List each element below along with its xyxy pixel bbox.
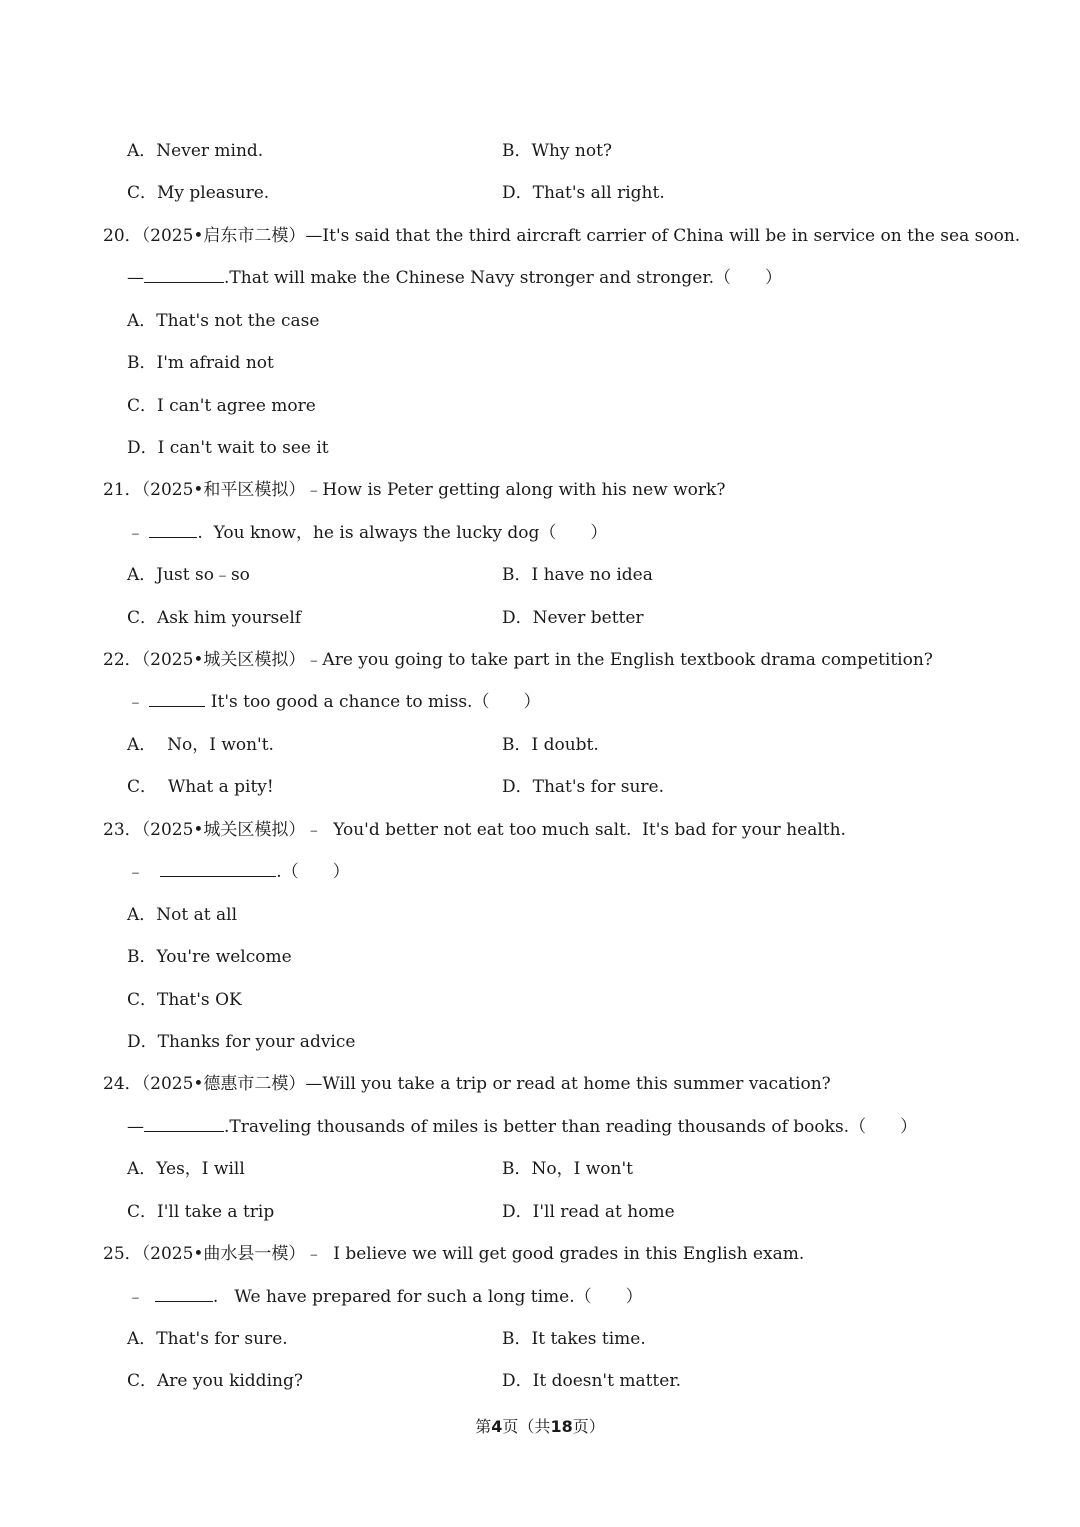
- q22-option-a: A． No，I won't.: [127, 735, 274, 755]
- q22-option-d: D．That's for sure.: [502, 777, 665, 797]
- q21-reply-text: . You know，he is always the lucky dog（ ）: [197, 523, 608, 543]
- q21-answer-blank: [149, 521, 197, 538]
- q24-answer-blank: [144, 1115, 224, 1132]
- q20-reply: [127, 266, 782, 290]
- q22-reply-text: It's too good a chance to miss.（ ）: [205, 692, 541, 712]
- q19-option-d: D．That's all right.: [502, 183, 665, 203]
- q20-option-d: D．I can't wait to see it: [127, 438, 329, 458]
- q23-option-a: A．Not at all: [127, 905, 238, 925]
- q20-stem: 20．（2025•启东市二模）—It's said that the third aircraft carrier of China will be in service on the sea soon.: [103, 226, 1021, 246]
- q24-reply-text: .Traveling thousands of miles is better than reading thousands of books.（ ）: [224, 1117, 918, 1137]
- q25-option-b: B．It takes time.: [502, 1329, 646, 1349]
- q23-reply-dash: ﹣: [127, 862, 155, 882]
- q21-option-c: C．Ask him yourself: [127, 608, 302, 628]
- footer-prefix: 第: [475, 1417, 492, 1436]
- q20-option-a: A．That's not the case: [127, 311, 320, 331]
- q19-option-c: C．My pleasure.: [127, 183, 270, 203]
- q25-stem: 25．（2025•曲水县一模）﹣ I believe we will get good grades in this English exam.: [103, 1244, 805, 1264]
- q23-option-d: D．Thanks for your advice: [127, 1032, 356, 1052]
- q24-option-d: D．I'll read at home: [502, 1202, 675, 1222]
- q25-reply-text: . We have prepared for such a long time.（ ）: [212, 1287, 643, 1307]
- q23-option-c: C．That's OK: [127, 990, 242, 1010]
- q22-option-b: B．I doubt.: [502, 735, 599, 755]
- q21-stem: 21．（2025•和平区模拟）﹣How is Peter getting along with his new work?: [103, 480, 726, 500]
- q24-reply: [127, 1115, 917, 1139]
- q21-option-d: D．Never better: [502, 608, 644, 628]
- q24-reply-dash: —: [127, 1117, 144, 1137]
- q25-option-d: D．It doesn't matter.: [502, 1371, 681, 1391]
- q21-reply-dash: ﹣: [127, 523, 144, 543]
- q23-stem: 23．（2025•城关区模拟）﹣ You'd better not eat too much salt. It's bad for your health.: [103, 820, 846, 840]
- q19-option-a: A．Never mind.: [127, 141, 264, 161]
- footer-middle: 页（共: [502, 1417, 551, 1436]
- q23-option-b: B．You're welcome: [127, 947, 292, 967]
- q19-option-b: B．Why not?: [502, 141, 613, 161]
- footer-suffix: 页）: [572, 1417, 605, 1436]
- q20-option-b: B．I'm afraid not: [127, 353, 274, 373]
- q22-reply-dash: ﹣: [127, 692, 144, 712]
- q25-reply-dash: ﹣: [127, 1287, 155, 1307]
- q25-option-c: C．Are you kidding?: [127, 1371, 303, 1391]
- q25-reply: [127, 1285, 643, 1309]
- footer-page-number: 4: [491, 1417, 503, 1436]
- q22-answer-blank: [149, 690, 205, 707]
- q22-reply: [127, 690, 540, 714]
- q25-answer-blank: [155, 1285, 213, 1302]
- q24-option-b: B．No，I won't: [502, 1159, 633, 1179]
- q23-answer-blank: [160, 860, 276, 877]
- q24-option-a: A．Yes，I will: [127, 1159, 245, 1179]
- q23-reply-text: .（ ）: [276, 862, 350, 882]
- q21-option-a: A．Just so﹣so: [127, 565, 250, 585]
- page-footer: [0, 1416, 1080, 1438]
- q22-stem: 22．（2025•城关区模拟）﹣Are you going to take part in the English textbook drama competition?: [103, 650, 933, 670]
- q20-option-c: C．I can't agree more: [127, 396, 316, 416]
- q24-option-c: C．I'll take a trip: [127, 1202, 275, 1222]
- q21-reply: [127, 521, 607, 545]
- q20-answer-blank: [144, 266, 224, 283]
- q20-reply-text: .That will make the Chinese Navy stronger and stronger.（ ）: [224, 268, 782, 288]
- q22-option-c: C． What a pity!: [127, 777, 274, 797]
- q21-option-b: B．I have no idea: [502, 565, 653, 585]
- q20-reply-dash: —: [127, 268, 144, 288]
- footer-total-pages: 18: [550, 1417, 573, 1436]
- q24-stem: 24．（2025•德惠市二模）—Will you take a trip or read at home this summer vacation?: [103, 1074, 831, 1094]
- q23-reply: [127, 860, 350, 884]
- q25-option-a: A．That's for sure.: [127, 1329, 288, 1349]
